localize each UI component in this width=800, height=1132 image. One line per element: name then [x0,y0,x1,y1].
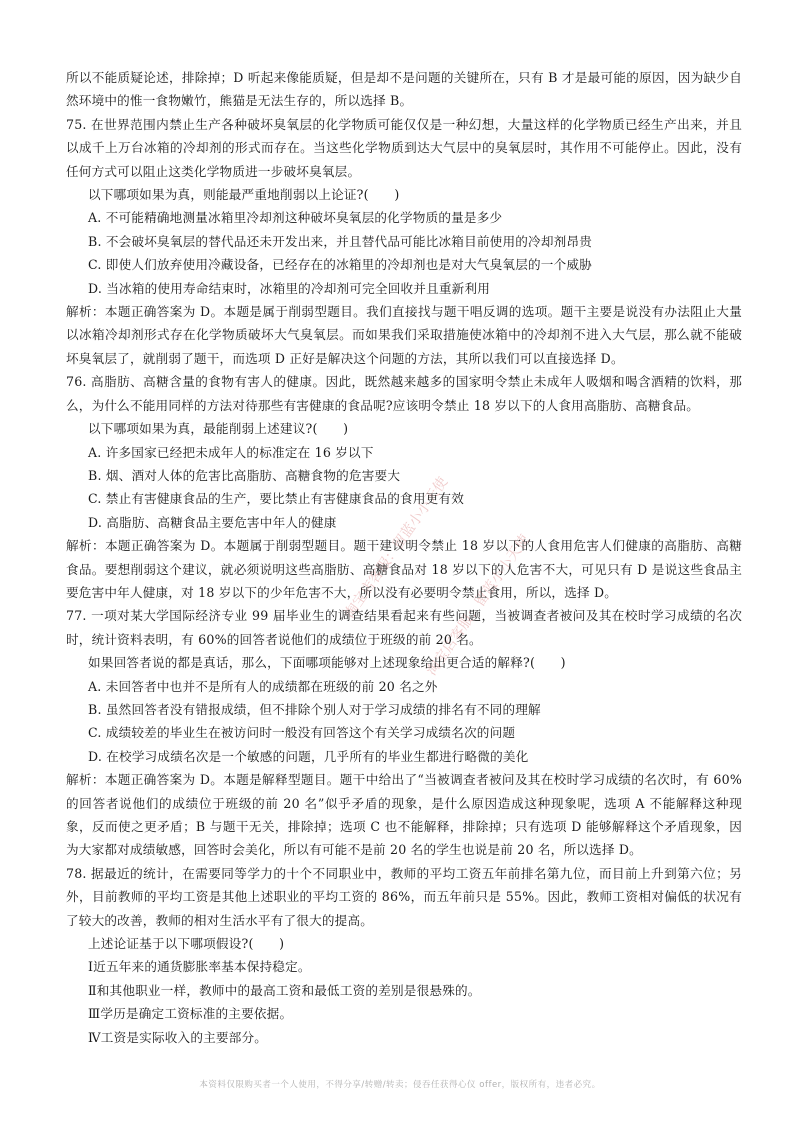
paragraph: 解析：本题正确答案为 D。本题是解释型题目。题干中给出了“当被调查者被问及其在校时学习成绩的名次时，有 60%的回答者说他们的成绩位于班级的前 20 名”似乎矛盾的现象，是什么原因造成这种现象呢，选项 A 不能解释这种现象，反而使之更矛盾；B 与题干无关，排除掉；选项 C 也不能解释，排除掉；只有选项 D 能够解释这个矛盾现象，因为大家都对成绩敏感，回答时会美化，所以有可能不是前 20 名的学生也说是前 20 名，所以选择 D。 [66,772,742,858]
paragraph: C. 禁止有害健康食品的生产，要比禁止有害健康食品的食用更有效 [88,491,465,507]
page-footer: 本资料仅限购买者一个人使用，不得分享/转赠/转卖；侵吞任获得心仪 offer，版权所有，违者必究。 [199,1080,601,1090]
paragraph: D. 高脂肪、高糖食品主要危害中年人的健康 [88,514,337,530]
paragraph: 78. 据最近的统计，在需要同等学力的十个不同职业中，教师的平均工资五年前排名第九位，而目前上升到第六位；另外，目前教师的平均工资是其他上述职业的平均工资的 86%，而五年前只是 55%。因此，教师工资相对偏低的状况有了较大的改善，教师的相对生活水平有了很大的提高。 [66,865,742,928]
paragraph: 上述论证基于以下哪项假设?( ) [88,936,285,952]
paragraph: B. 不会破坏臭氧层的替代品还未开发出来，并且替代品可能比冰箱目前使用的冷却剂昂贵 [88,233,593,249]
paragraph: 所以不能质疑论述，排除掉；D 听起来像能质疑，但是却不是问题的关键所在，只有 B 才是最可能的原因，因为缺少自然环境中的惟一食物嫩竹，熊猫是无法生存的，所以选择 B。 [66,70,742,109]
watermark-text-2: 淘宝店客服：留蓝小小天使 [423,531,534,679]
paragraph: D. 当冰箱的使用寿命结束时，冰箱里的冷却剂可完全回收并且重新利用 [88,280,491,296]
paragraph: C. 即使人们放弃使用冷藏设备，已经存在的冰箱里的冷却剂也是对大气臭氧层的一个威胁 [88,257,592,273]
paragraph: 解析：本题正确答案为 D。本题是属于削弱型题目。我们直接找与题干唱反调的选项。题干主要是说没有办法阻止大量以冰箱冷却剂形式存在化学物质破坏大气臭氧层。而如果我们采取措施使冰箱中的冷却剂不进入大气层，那么就不能破坏臭氧层了，就削弱了题干，而选项 D 正好是解决这个问题的方法，其所以我们可以直接选择 D。 [66,304,742,366]
paragraph: 如果回答者说的都是真话，那么，下面哪项能够对上述现象给出更合适的解释?( ) [88,655,566,671]
paragraph: 76. 高脂肪、高糖含量的食物有害人的健康。因此，既然越来越多的国家明令禁止未成年人吸烟和喝含酒精的饮料，那么，为什么不能用同样的方法对待那些有害健康的食品呢?应该明令禁止 18 岁以下的人食用高脂肪、高糖食品。 [66,374,742,413]
paragraph: D. 在校学习成绩名次是一个敏感的问题，几乎所有的毕业生都进行略微的美化 [88,748,529,764]
paragraph: B. 烟、酒对人体的危害比高脂肪、高糖食物的危害要大 [88,467,401,483]
paragraph: B. 虽然回答者没有错报成绩，但不排除个别人对于学习成绩的排名有不同的理解 [88,701,541,717]
paragraph: A. 许多国家已经把未成年人的标准定在 16 岁以下 [88,444,374,460]
paragraph: A. 不可能精确地测量冰箱里冷却剂这种破坏臭氧层的化学物质的量是多少 [88,210,503,226]
paragraph: 75. 在世界范围内禁止生产各种破坏臭氧层的化学物质可能仅仅是一种幻想，大量这样的化学物质已经生产出来，并且以成千上万台冰箱的冷却剂的形式而存在。当这些化学物质到达大气层中的臭氧层时，其作用不可能停止。因此，没有任何方式可以阻止这类化学物质进一步破坏臭氧层。 [66,116,742,179]
paragraph: C. 成绩较差的毕业生在被访问时一般没有回答这个有关学习成绩名次的问题 [88,725,516,741]
paragraph: Ⅲ学历是确定工资标准的主要依据。 [88,1006,293,1022]
paragraph: Ⅳ工资是实际收入的主要部分。 [88,1029,268,1045]
paragraph: Ⅱ和其他职业一样，教师中的最高工资和最低工资的差别是很悬殊的。 [88,982,481,998]
document-body [66,66,742,1049]
paragraph: A. 未回答者中也并不是所有人的成绩都在班级的前 20 名之外 [88,678,438,694]
paragraph: 解析：本题正确答案为 D。本题属于削弱型题目。题干建议明令禁止 18 岁以下的人食用危害人们健康的高脂肪、高糖食品。要想削弱这个建议，就必须说明这些高脂肪、高糖食品对 18 岁以下的人危害不大，可见只有 D 是说这些食品主要危害中年人健康，对 18 岁以下的少年危害不大，所以没有必要明令禁止食用，所以，选择 D。 [66,538,742,600]
watermark-text: 淘宝店客服：留蓝小小天使 [341,474,452,622]
paragraph: Ⅰ近五年来的通货膨胀率基本保持稳定。 [88,959,311,975]
paragraph: 以下哪项如果为真，则能最严重地削弱以上论证?( ) [88,187,400,203]
paragraph: 以下哪项如果为真，最能削弱上述建议?( ) [88,421,349,437]
paragraph: 77. 一项对某大学国际经济专业 99 届毕业生的调查结果看起来有些问题，当被调查者被问及其在校时学习成绩的名次时，统计资料表明，有 60%的回答者说他们的成绩位于班级的前 20 名。 [66,608,742,647]
